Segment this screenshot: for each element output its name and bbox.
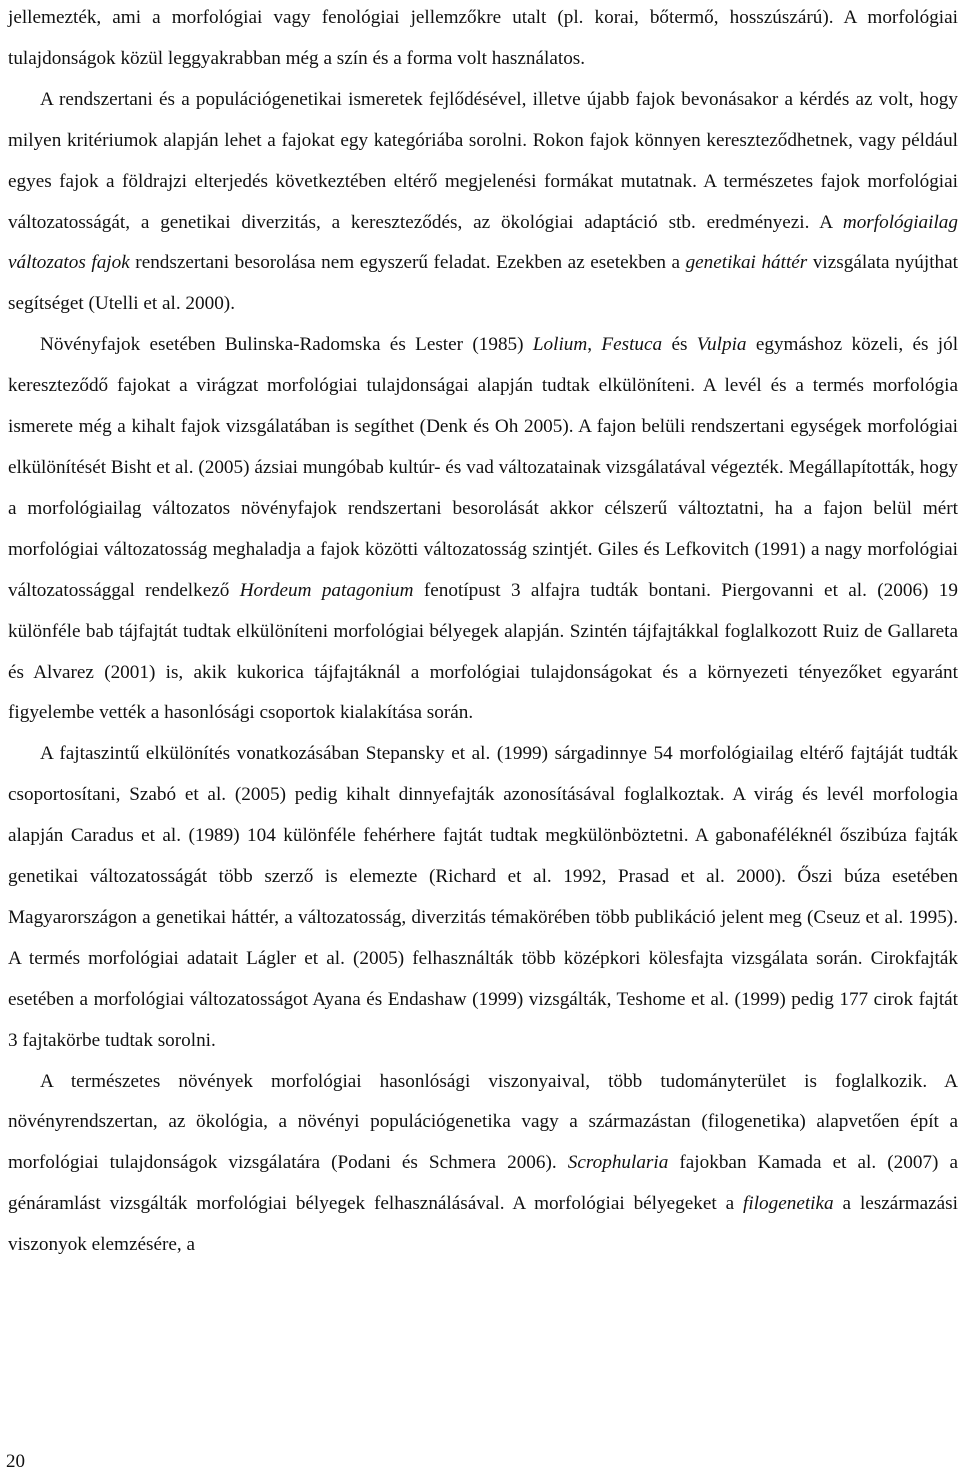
italic-text: morfológiailag változatos fajok	[8, 211, 958, 274]
text-run: ,	[587, 334, 602, 356]
italic-text: Scrophularia	[567, 1152, 669, 1174]
paragraph	[8, 80, 958, 325]
text-run: fenotípust 3 alfajra tudták bontani. Piergovanni et al. (2006) 19 különféle bab tájfajtát tudtak elkülöníteni morfológiai bélyegek alapján. Szintén tájfajtákkal foglalkozott Ruiz de Gallareta és Alvarez (2001) is, akik kukorica tájfajtáknál a morfológiai tulajdonságokat és a környezeti tényezőket egyaránt figyelembe vették a hasonlósági csoportok kialakítása során.	[8, 579, 958, 724]
text-run: vizsgálata nyújthat segítséget (Utelli et al. 2000).	[8, 252, 958, 315]
text-run: fajokban Kamada et al. (2007) a génáramlást vizsgálták morfológiai bélyegek felhasználásával. A morfológiai bélyegeket a	[8, 1152, 959, 1215]
page-number: 20	[6, 1451, 25, 1472]
text-run: jellemezték, ami a morfológiai vagy fenológiai jellemzőkre utalt (pl. korai, bőtermő, hosszúszárú). A morfológiai tulajdonságok közül leggyakrabban még a szín és a forma volt használatos.	[8, 7, 958, 69]
text-run: a leszármazási viszonyok elemzésére, a	[8, 1193, 958, 1256]
text-run: egymáshoz közeli, és jól kereszteződő fajokat a virágzat morfológiai tulajdonságai alapján tudtak elkülöníteni. A levél és a termés morfológia ismerete még a kihalt fajok vizsgálatában is segíthet (Denk és Oh 2005). A fajon belüli rendszertani egységek morfológiai elkülönítését Bisht et al. (2005) ázsiai mungóbab kultúr- és vad változatainak vizsgálatával végezték. Megállapították, hogy a morfológiailag változatos növényfajok rendszertani besorolását akkor célszerű változtatni, ha a fajon belül mért morfológiai változatosság meghaladja a fajok közötti változatosság szintjét. Giles és Lefkovitch (1991) a nagy morfológiai változatossággal rendelkező	[8, 334, 959, 601]
paragraph	[8, 325, 958, 734]
italic-text: filogenetika	[743, 1193, 834, 1215]
text-run: A fajtaszintű elkülönítés vonatkozásában Stepansky et al. (1999) sárgadinnye 54 morfológiailag eltérő fajtáját tudták csoportosítani, Szabó et al. (2005) pedig kihalt dinnyefajták azonosításával foglalkoztak. A virág és levél morfologia alapján Caradus et al. (1989) 104 különféle fehérhere fajtát tudtak megkülönböztetni. A gabonaféléknél őszibúza fajták genetikai változatosságát több szerző is elemezte (Richard et al. 1992, Prasad et al. 2000). Őszi búza esetében Magyarországon a genetikai háttér, a változatosság, diverzitás témakörében több publikáció jelent meg (Cseuz et al. 1995). A termés morfológiai adatait Lágler et al. (2005) felhasználták több középkori kölesfajta vizsgálata során. Cirokfajták esetében a morfológiai változatosságot Ayana és Endashaw (1999) vizsgálták, Teshome et al. (1999) pedig 177 cirok fajtát 3 fajtakörbe tudtak sorolni.	[8, 743, 958, 1051]
italic-text: genetikai háttér	[685, 252, 808, 274]
paragraph	[8, 734, 958, 1061]
text-run: Növényfajok esetében Bulinska-Radomska és Lester (1985)	[40, 334, 533, 356]
paragraph	[8, 1062, 958, 1267]
text-run: A rendszertani és a populációgenetikai ismeretek fejlődésével, illetve újabb fajok bevonásakor a kérdés az volt, hogy milyen kritériumok alapján lehet a fajokat egy kategóriába sorolni. Rokon fajok könnyen kereszteződhetnek, vagy például egyes fajok a földrajzi elterjedés következtében eltérő megjelenési formákat mutatnak. A természetes fajok morfológiai változatosságát, a genetikai diverzitás, a kereszteződés, az ökológiai adaptáció stb. eredményezi. A	[8, 88, 958, 233]
text-run: A természetes növények morfológiai hasonlósági viszonyaival, több tudományterület is foglalkozik. A növényrendszertan, az ökológia, a növényi populációgenetika vagy a származástan (filogenetika) alapvetően épít a morfológiai tulajdonságok vizsgálatára (Podani és Schmera 2006).	[8, 1070, 958, 1174]
italic-text: Vulpia	[696, 334, 747, 356]
italic-text: Hordeum patagonium	[239, 579, 414, 601]
italic-text: Lolium	[532, 334, 588, 356]
document-body	[8, 0, 958, 1266]
italic-text: Festuca	[601, 334, 663, 356]
text-run: és	[662, 334, 697, 356]
text-run: rendszertani besorolása nem egyszerű feladat. Ezekben az esetekben a	[129, 252, 686, 274]
paragraph	[8, 0, 958, 80]
